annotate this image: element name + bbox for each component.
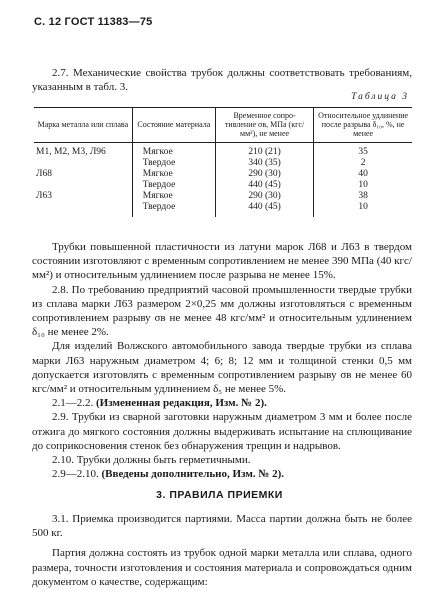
table-row: Л63 Мягкое 290 (30) 38 (34, 191, 412, 202)
paragraph-3-1: 3.1. Приемка производится партиями. Масса партии должна быть не более 500 кг. (32, 513, 412, 540)
paragraph-2-10: 2.10. Трубки должны быть герметичными. (52, 454, 251, 467)
body-text-block-2 (32, 512, 412, 589)
paragraph-2-7: 2.7. Механические свойства трубок должны соответствовать требованиям, указанным в табл. 3. (32, 67, 412, 94)
table-row: Твердое 440 (45) 10 (34, 180, 412, 191)
body-text-block-1 (32, 240, 412, 481)
table-row: М1, М2, М3, Л96 Мягкое 210 (21) 35 (34, 142, 412, 158)
column-header-state: Состояние материала (132, 108, 215, 143)
section-title: 3. ПРАВИЛА ПРИЕМКИ (156, 489, 283, 501)
column-header-elongation: Относительное удлинение после разрыва δ₁₀, %, не менее (314, 108, 412, 143)
paragraph-vaz: Для изделий Волжского автомобильного завода твердые трубки из сплава марки Л63 наружным диаметром 4; 6; 8; 12 мм и толщиной стенки 0,5 мм допускается изготовлять с временным сопротивлением разрыву σв не менее 60 кгс/мм² и относительным удлинением δ₅ не менее 5%. (32, 340, 412, 396)
paragraph-2-9: 2.9. Трубки из сварной заготовки наружным диаметром 3 мм и более после отжига до мягкого состояния должны выдерживать испытание на сплющивание до соприкосновения стенок без обнаружения трещин и надрывов. (32, 411, 412, 452)
table-row: Л68 Мягкое 290 (30) 40 (34, 169, 412, 180)
table-caption: Таблица 3 (351, 92, 409, 102)
edition-note-2: 2.9—2.10. (Введены дополнительно, Изм. № 2). (52, 468, 285, 481)
mechanical-properties-table (34, 107, 412, 217)
paragraph-high-plasticity: Трубки повышенной пластичности из латуни марок Л68 и Л63 в твердом состоянии изготовляют с временным сопротивлением не менее 390 МПа (40 кгс/мм²) и относительным удлинением после разрыва не менее 15%. (32, 241, 412, 282)
page-header: С. 12 ГОСТ 11383—75 (34, 16, 153, 28)
paragraph-2-8: 2.8. По требованию предприятий часовой промышленности твердые трубки из сплава марки Л63 размером 2×0,25 мм должны изготовляться с временным сопротивлением разрыву σв не менее 48 кгс/мм² и относительным удлинением δ₁₀ не менее 2%. (32, 283, 412, 339)
column-header-tensile: Временное сопро-тивление σв, МПа (кгс/мм²), не менее (215, 108, 313, 143)
paragraph-party: Партия должна состоять из трубок одной марки металла или сплава, одного размера, точности изготовления и состояния материала и сопровождаться одним документом о качестве, содержащим: (32, 547, 412, 588)
edition-note-1: 2.1—2.2. (Измененная редакция, Изм. № 2). (52, 397, 267, 410)
table-row: Твердое 440 (45) 10 (34, 202, 412, 217)
table-header-row (34, 108, 412, 143)
column-header-grade: Марка металла или сплава (34, 108, 132, 143)
table-row: Твердое 340 (35) 2 (34, 158, 412, 169)
